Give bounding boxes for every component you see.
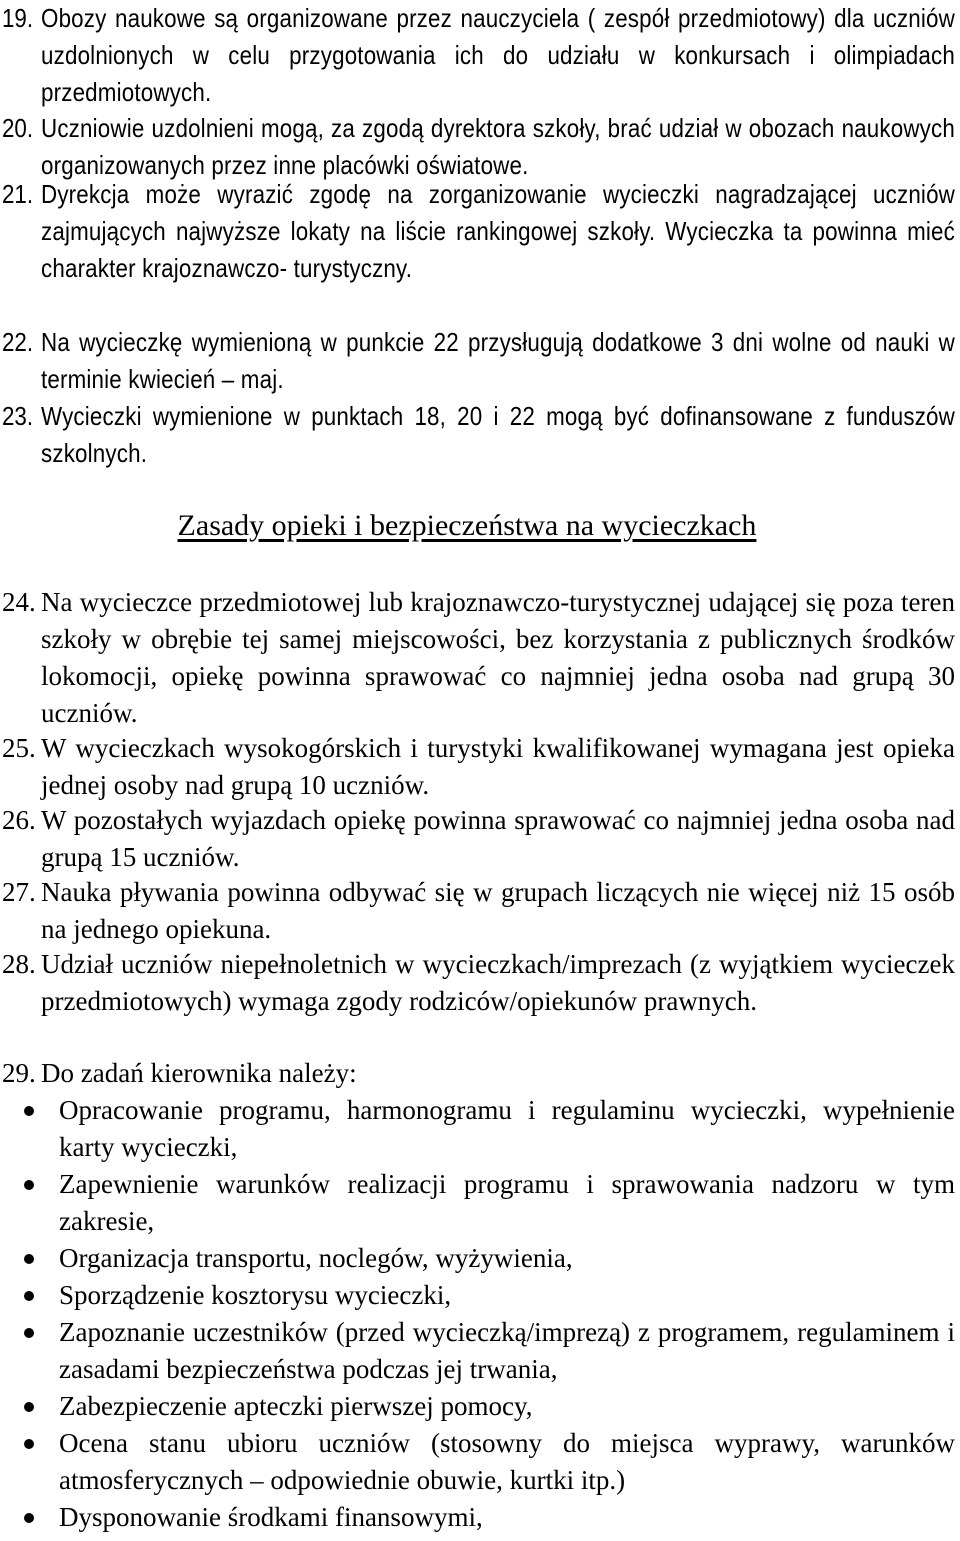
list-item-text: Zapoznanie uczestników (przed wycieczką/imprezą) z programem, regulaminem i zasadami bezpieczeństwa podczas jej trwania,	[59, 1317, 955, 1384]
paragraph-text: Nauka pływania powinna odbywać się w grupach liczących nie więcej niż 15 osób na jednego opiekuna.	[41, 877, 955, 944]
paragraph-text: Dyrekcja może wyrazić zgodę na zorganizowanie wycieczki nagradzającej uczniów zajmujących najwyższe lokaty na liście rankingowej szkoły. Wycieczka ta powinna mieć charakter krajoznawczo- turystyczny.	[41, 179, 955, 283]
bullet-icon	[24, 1180, 34, 1190]
list-item-text: Organizacja transportu, noclegów, wyżywienia,	[59, 1243, 573, 1273]
paragraph-text: W pozostałych wyjazdach opiekę powinna sprawować co najmniej jedna osoba nad grupą 15 uczniów.	[41, 805, 955, 872]
bullet-icon	[24, 1439, 34, 1449]
paragraph-19	[0, 0, 955, 111]
paragraph-text: Obozy naukowe są organizowane przez nauczyciela ( zespół przedmiotowy) dla uczniów uzdolnionych w celu przygotowania ich do udziału w konkursach i olimpiadach przedmiotowych.	[41, 3, 955, 107]
list-item-text: Dysponowanie środkami finansowymi,	[59, 1502, 483, 1532]
list-item-text: Opracowanie programu, harmonogramu i regulaminu wycieczki, wypełnienie karty wycieczki,	[59, 1095, 955, 1162]
paragraph-20	[0, 110, 955, 184]
paragraph-21	[0, 176, 955, 287]
list-item-text: Sporządzenie kosztorysu wycieczki,	[59, 1280, 452, 1310]
paragraph-23	[0, 398, 955, 472]
task-bullet-list	[0, 1092, 955, 1536]
paragraph-number: 19.	[2, 3, 34, 33]
bullet-icon	[24, 1328, 34, 1338]
list-item	[0, 1314, 955, 1388]
list-item	[0, 1425, 955, 1499]
paragraph-text: Na wycieczce przedmiotowej lub krajoznawczo-turystycznej udającej się poza teren szkoły w obrębie tej samej miejscowości, bez korzystania z publicznych środków lokomocji, opiekę powinna sprawować co najmniej jedna osoba nad grupą 30 uczniów.	[41, 587, 955, 728]
bullet-icon	[24, 1402, 34, 1412]
bullet-icon	[24, 1513, 34, 1523]
paragraph-number: 25.	[2, 733, 36, 763]
paragraph-text: Wycieczki wymienione w punktach 18, 20 i 22 mogą być dofinansowane z funduszów szkolnych.	[41, 401, 955, 468]
paragraph-26	[0, 802, 955, 876]
paragraph-number: 23.	[2, 401, 34, 431]
paragraph-number: 26.	[2, 805, 36, 835]
list-item	[0, 1166, 955, 1240]
paragraph-27	[0, 874, 955, 948]
paragraph-text: Na wycieczkę wymienioną w punkcie 22 przysługują dodatkowe 3 dni wolne od nauki w terminie kwiecień – maj.	[41, 327, 955, 394]
paragraph-22	[0, 324, 955, 398]
bullet-icon	[24, 1291, 34, 1301]
paragraph-number: 29.	[2, 1058, 36, 1088]
paragraph-number: 24.	[2, 587, 36, 617]
bullet-icon	[24, 1254, 34, 1264]
list-item	[0, 1277, 955, 1314]
section-heading: Zasady opieki i bezpieczeństwa na wycieczkach	[177, 509, 757, 542]
list-item	[0, 1240, 955, 1277]
paragraph-number: 27.	[2, 877, 36, 907]
list-item-text: Ocena stanu ubioru uczniów (stosowny do miejsca wyprawy, warunków atmosferycznych – odpowiednie obuwie, kurtki itp.)	[59, 1428, 955, 1495]
list-item-text: Zabezpieczenie apteczki pierwszej pomocy,	[59, 1391, 533, 1421]
paragraph-number: 21.	[2, 179, 34, 209]
list-item	[0, 1092, 955, 1166]
bullet-icon	[24, 1106, 34, 1116]
paragraph-28	[0, 946, 955, 1020]
paragraph-25	[0, 730, 955, 804]
list-item-text: Zapewnienie warunków realizacji programu i sprawowania nadzoru w tym zakresie,	[59, 1169, 955, 1236]
paragraph-29	[0, 1055, 955, 1092]
paragraph-text: W wycieczkach wysokogórskich i turystyki kwalifikowanej wymagana jest opieka jednej osoby nad grupą 10 uczniów.	[41, 733, 955, 800]
list-item	[0, 1388, 955, 1425]
paragraph-24	[0, 584, 955, 732]
list-item	[0, 1499, 955, 1536]
paragraph-number: 22.	[2, 327, 34, 357]
paragraph-text: Udział uczniów niepełnoletnich w wycieczkach/imprezach (z wyjątkiem wycieczek przedmiotowych) wymaga zgody rodziców/opiekunów prawnych.	[41, 949, 955, 1016]
paragraph-text: Do zadań kierownika należy:	[41, 1058, 357, 1088]
paragraph-text: Uczniowie uzdolnieni mogą, za zgodą dyrektora szkoły, brać udział w obozach naukowych organizowanych przez inne placówki oświatowe.	[41, 113, 955, 180]
paragraph-number: 28.	[2, 949, 36, 979]
paragraph-number: 20.	[2, 113, 34, 143]
